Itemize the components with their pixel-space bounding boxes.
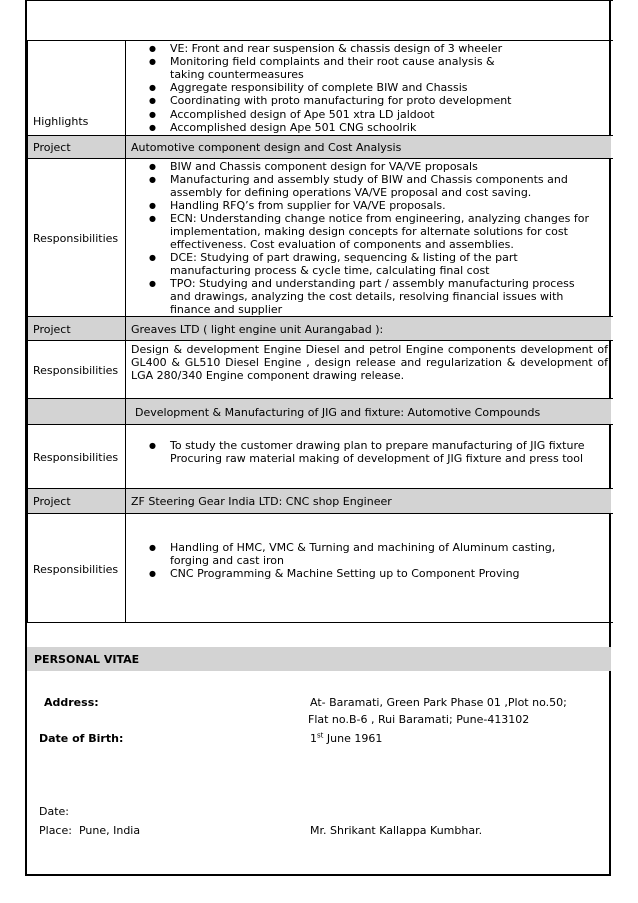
dob-rest: June 1961 (323, 732, 383, 745)
place-line (39, 824, 140, 837)
project1-label: Project (33, 141, 71, 154)
project1-resp-label: Responsibilities (33, 232, 119, 245)
list-item: ● DCE: Studying of part drawing, sequencing & listing of the part manufacturing process & cycle time, calculating final cost (131, 251, 592, 277)
row-divider (25, 424, 613, 425)
continued-bullet-list (131, 42, 531, 107)
project2-label: Project (33, 323, 71, 336)
list-item: ● Accomplished design Ape 501 CNG schoolrik (131, 121, 571, 134)
project4-title: ZF Steering Gear India LTD: CNC shop Engineer (131, 495, 392, 508)
address-label: Address: (44, 696, 99, 709)
signature-name: Mr. Shrikant Kallappa Kumbhar. (310, 824, 483, 837)
list-item: ● CNC Programming & Machine Setting up to Component Proving (131, 567, 593, 580)
column-divider (125, 40, 126, 623)
personal-heading: PERSONAL VITAE (34, 653, 140, 666)
list-item: ● ECN: Understanding change notice from engineering, analyzing changes for implementation, making design concepts for alternate solutions for cost effectiveness. Cost evaluation of components and assemblies. (131, 212, 592, 251)
project1-title: Automotive component design and Cost Analysis (131, 141, 402, 154)
row-divider (25, 158, 613, 159)
dob-day: 1 (310, 732, 317, 745)
dob-suffix: st (317, 731, 324, 740)
row-divider (25, 135, 613, 136)
list-item: ● Manufacturing and assembly study of BIW and Chassis components and assembly for defining operations VA/VE proposal and cost saving. (131, 173, 592, 199)
column-divider (27, 40, 28, 623)
list-item: ● Handling RFQ’s from supplier for VA/VE proposals. (131, 199, 592, 212)
list-item: ● To study the customer drawing plan to prepare manufacturing of JIG fixture Procuring raw material making of development of JIG fixture and press tool (131, 439, 593, 465)
project4-label: Project (33, 495, 71, 508)
row-divider (25, 488, 613, 489)
list-item: ● BIW and Chassis component design for VA/VE proposals (131, 160, 592, 173)
list-item: ● Coordinating with proto manufacturing for proto development (131, 94, 531, 107)
project1-resp-list (131, 160, 592, 316)
place-value: Pune, India (78, 824, 141, 837)
address-line2: Flat no.B-6 , Rui Baramati; Pune-413102 (308, 713, 530, 726)
list-item: ● Accomplished design of Ape 501 xtra LD jaldoot (131, 108, 571, 121)
place-label: Place: (39, 824, 72, 837)
list-item: ● Aggregate responsibility of complete BIW and Chassis (131, 81, 531, 94)
row-divider (25, 40, 613, 41)
project3-title: Development & Manufacturing of JIG and fixture: Automotive Compounds (135, 406, 541, 419)
project4-resp-list (131, 541, 593, 580)
row-divider (25, 513, 613, 514)
list-item: ● TPO: Studying and understanding part / assembly manufacturing process and drawings, analyzing the cost details, resolving financial issues with finance and supplier (131, 277, 592, 316)
project2-resp-label: Responsibilities (33, 364, 119, 377)
dob-label: Date of Birth: (39, 732, 124, 745)
highlights-label: Highlights (33, 115, 89, 128)
project4-resp-label: Responsibilities (33, 563, 119, 576)
project2-title: Greaves LTD ( light engine unit Aurangabad ): (131, 323, 384, 336)
project3-resp-list (131, 439, 593, 465)
dob-value (310, 732, 382, 745)
row-divider (25, 622, 613, 623)
address-line1: At- Baramati, Green Park Phase 01 ,Plot no.50; (310, 696, 567, 709)
list-item: ● VE: Front and rear suspension & chassis design of 3 wheeler (131, 42, 531, 55)
highlights-list (131, 108, 571, 134)
project2-description: Design & development Engine Diesel and petrol Engine components development of GL400 & GL510 Diesel Engine , design release and regularization & development of LGA 280/340 Engine component drawing release. (131, 343, 608, 382)
list-item: ● Monitoring field complaints and their root cause analysis & taking countermeasures (131, 55, 531, 81)
row-divider (25, 316, 613, 317)
row-divider (25, 340, 613, 341)
page-top-border (25, 0, 613, 1)
row-divider (25, 398, 613, 399)
date-label: Date: (39, 805, 69, 818)
list-item: ● Handling of HMC, VMC & Turning and machining of Aluminum casting, forging and cast iron (131, 541, 593, 567)
project3-resp-label: Responsibilities (33, 451, 119, 464)
